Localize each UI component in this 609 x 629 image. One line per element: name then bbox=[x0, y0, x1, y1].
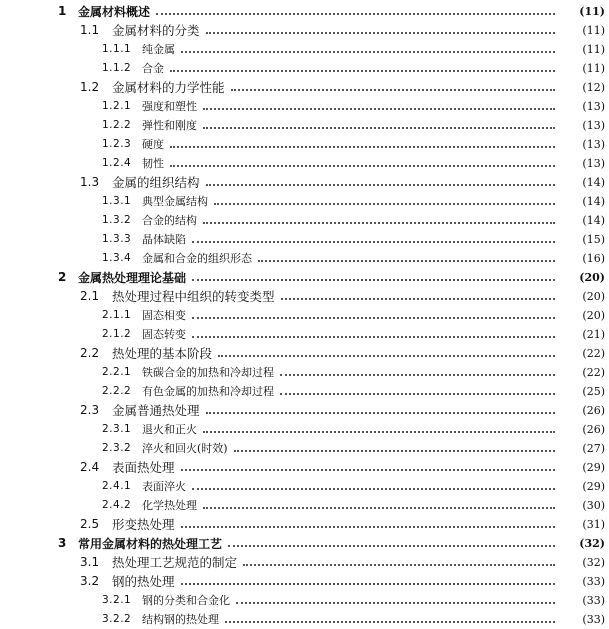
dot-leader bbox=[181, 469, 555, 471]
toc-entry bbox=[0, 610, 609, 628]
toc-entry-number: 2.4.2 bbox=[102, 499, 132, 511]
toc-entry bbox=[0, 249, 609, 267]
toc-entry-title: 热处理工艺规范的制定 bbox=[112, 555, 238, 570]
toc-entry-number: 2.3.1 bbox=[102, 423, 132, 435]
toc-entry-title: 金属热处理理论基础 bbox=[78, 270, 187, 285]
toc-entry-page: (31) bbox=[582, 517, 605, 531]
toc-entry bbox=[0, 572, 609, 590]
toc-entry-title: 韧性 bbox=[142, 157, 164, 170]
toc-entry-page: (29) bbox=[582, 479, 605, 493]
toc-entry bbox=[0, 230, 609, 248]
dot-leader bbox=[170, 146, 555, 148]
toc-entry-number: 2.2 bbox=[80, 346, 100, 360]
toc-entry-number: 3.2.2 bbox=[102, 613, 132, 625]
dot-leader bbox=[234, 450, 555, 452]
dot-leader bbox=[203, 108, 555, 110]
toc-entry-title: 铁碳合金的加热和冷却过程 bbox=[142, 366, 274, 379]
toc-entry bbox=[0, 401, 609, 419]
toc-entry-page: (11) bbox=[582, 61, 605, 75]
toc-entry-number: 2.2.1 bbox=[102, 366, 132, 378]
toc-entry-page: (13) bbox=[582, 156, 605, 170]
dot-leader bbox=[206, 32, 555, 34]
toc-entry-number: 2.1.1 bbox=[102, 309, 132, 321]
toc-entry-title: 合金的结构 bbox=[142, 214, 197, 227]
toc-entry-number: 1.2 bbox=[80, 80, 100, 94]
dot-leader bbox=[214, 203, 555, 205]
dot-leader bbox=[170, 70, 555, 72]
dot-leader bbox=[280, 393, 555, 395]
toc-entry-number: 1.3 bbox=[80, 175, 100, 189]
toc-entry-title: 金属材料的力学性能 bbox=[112, 80, 225, 95]
toc-entry-page: (11) bbox=[582, 23, 605, 37]
toc-entry-number: 1.1 bbox=[80, 23, 100, 37]
dot-leader bbox=[203, 222, 555, 224]
toc-entry-page: (14) bbox=[582, 213, 605, 227]
toc-entry-page: (20) bbox=[579, 270, 605, 284]
dot-leader bbox=[203, 127, 555, 129]
toc-entry-page: (16) bbox=[582, 251, 605, 265]
toc-entry-title: 金属材料概述 bbox=[78, 4, 151, 19]
dot-leader bbox=[181, 526, 555, 528]
toc-entry-page: (22) bbox=[582, 346, 605, 360]
toc-entry-page: (15) bbox=[582, 232, 605, 246]
toc-entry-title: 退火和正火 bbox=[142, 423, 197, 436]
dot-leader bbox=[203, 431, 555, 433]
toc-entry-title: 金属和合金的组织形态 bbox=[142, 252, 252, 265]
toc-entry-number: 1.1.1 bbox=[102, 43, 132, 55]
toc-entry-title: 金属材料的分类 bbox=[112, 23, 200, 38]
toc-entry-page: (20) bbox=[582, 289, 605, 303]
toc-entry bbox=[0, 21, 609, 39]
toc-entry-title: 纯金属 bbox=[142, 43, 175, 56]
toc-entry bbox=[0, 458, 609, 476]
toc-entry-title: 弹性和刚度 bbox=[142, 119, 197, 132]
dot-leader bbox=[156, 13, 555, 15]
toc-entry bbox=[0, 477, 609, 495]
toc-entry bbox=[0, 382, 609, 400]
toc-entry bbox=[0, 78, 609, 96]
toc-entry-page: (20) bbox=[582, 308, 605, 322]
toc-entry-title: 淬火和回火(时效) bbox=[142, 442, 228, 455]
toc-entry-title: 常用金属材料的热处理工艺 bbox=[78, 536, 223, 551]
toc-entry-page: (13) bbox=[582, 99, 605, 113]
toc-entry bbox=[0, 553, 609, 571]
toc-entry bbox=[0, 97, 609, 115]
toc-entry bbox=[0, 268, 609, 286]
toc-entry-page: (32) bbox=[582, 555, 605, 569]
toc-entry bbox=[0, 154, 609, 172]
toc-entry-title: 合金 bbox=[142, 62, 164, 75]
toc-entry bbox=[0, 420, 609, 438]
toc-entry-title: 热处理过程中组织的转变类型 bbox=[112, 289, 275, 304]
toc-entry-page: (13) bbox=[582, 118, 605, 132]
toc-entry bbox=[0, 515, 609, 533]
toc-entry-title: 金属普通热处理 bbox=[112, 403, 200, 418]
toc-entry-title: 化学热处理 bbox=[142, 499, 197, 512]
toc-entry bbox=[0, 496, 609, 514]
toc-entry-number: 2.3.2 bbox=[102, 442, 132, 454]
toc-entry-title: 表面热处理 bbox=[112, 460, 175, 475]
dot-leader bbox=[181, 583, 555, 585]
toc-entry-title: 有色金属的加热和冷却过程 bbox=[142, 385, 274, 398]
toc-entry-page: (11) bbox=[582, 42, 605, 56]
toc-entry-title: 硬度 bbox=[142, 138, 164, 151]
toc-entry-number: 1.2.2 bbox=[102, 119, 132, 131]
dot-leader bbox=[218, 355, 555, 357]
toc-entry-number: 2.1.2 bbox=[102, 328, 132, 340]
dot-leader bbox=[181, 51, 555, 53]
toc-entry-page: (33) bbox=[582, 574, 605, 588]
toc-entry bbox=[0, 135, 609, 153]
toc-entry-title: 典型金属结构 bbox=[142, 195, 208, 208]
toc-entry-number: 1.3.4 bbox=[102, 252, 132, 264]
dot-leader bbox=[280, 374, 555, 376]
toc-entry-page: (29) bbox=[582, 460, 605, 474]
dot-leader bbox=[228, 545, 555, 547]
toc-entry bbox=[0, 591, 609, 609]
toc-entry bbox=[0, 439, 609, 457]
dot-leader bbox=[206, 412, 555, 414]
dot-leader bbox=[192, 279, 555, 281]
toc-entry-title: 形变热处理 bbox=[112, 517, 175, 532]
toc-entry-page: (30) bbox=[582, 498, 605, 512]
toc-entry-number: 3.2.1 bbox=[102, 594, 132, 606]
toc-entry-number: 3 bbox=[58, 536, 67, 550]
toc-entry bbox=[0, 192, 609, 210]
toc-entry-number: 2 bbox=[58, 270, 67, 284]
toc-entry-page: (26) bbox=[582, 403, 605, 417]
toc-entry bbox=[0, 534, 609, 552]
toc-entry bbox=[0, 2, 609, 20]
toc-entry-title: 固态转变 bbox=[142, 328, 186, 341]
toc-entry-page: (14) bbox=[582, 175, 605, 189]
toc-entry-page: (33) bbox=[582, 593, 605, 607]
toc-entry-page: (21) bbox=[582, 327, 605, 341]
toc-entry bbox=[0, 306, 609, 324]
toc-entry-number: 3.1 bbox=[80, 555, 100, 569]
dot-leader bbox=[192, 317, 555, 319]
toc-entry-page: (26) bbox=[582, 422, 605, 436]
toc-entry-page: (32) bbox=[579, 536, 605, 550]
toc-entry-title: 金属的组织结构 bbox=[112, 175, 200, 190]
toc-entry-number: 1.3.3 bbox=[102, 233, 132, 245]
toc-entry bbox=[0, 287, 609, 305]
dot-leader bbox=[236, 602, 555, 604]
toc-entry-number: 1.2.1 bbox=[102, 100, 132, 112]
toc-entry-number: 2.4.1 bbox=[102, 480, 132, 492]
toc-entry bbox=[0, 363, 609, 381]
toc-entry bbox=[0, 325, 609, 343]
dot-leader bbox=[192, 336, 555, 338]
toc-entry-number: 1.2.4 bbox=[102, 157, 132, 169]
toc-entry-title: 钢的热处理 bbox=[112, 574, 175, 589]
dot-leader bbox=[206, 184, 555, 186]
dot-leader bbox=[192, 241, 555, 243]
toc-entry-title: 强度和塑性 bbox=[142, 100, 197, 113]
toc-entry-title: 固态相变 bbox=[142, 309, 186, 322]
toc-entry-page: (14) bbox=[582, 194, 605, 208]
toc-entry bbox=[0, 40, 609, 58]
toc-entry-title: 结构钢的热处理 bbox=[142, 613, 219, 626]
toc-entry-page: (22) bbox=[582, 365, 605, 379]
toc-entry-page: (13) bbox=[582, 137, 605, 151]
dot-leader bbox=[231, 89, 555, 91]
dot-leader bbox=[225, 621, 555, 623]
toc-entry-number: 2.4 bbox=[80, 460, 100, 474]
toc-entry-page: (25) bbox=[582, 384, 605, 398]
toc-entry bbox=[0, 173, 609, 191]
dot-leader bbox=[281, 298, 555, 300]
toc-entry-number: 1 bbox=[58, 4, 67, 18]
toc-entry bbox=[0, 344, 609, 362]
toc-entry-title: 晶体缺陷 bbox=[142, 233, 186, 246]
toc-entry-title: 表面淬火 bbox=[142, 480, 186, 493]
toc-entry-title: 热处理的基本阶段 bbox=[112, 346, 213, 361]
toc-entry-number: 1.2.3 bbox=[102, 138, 132, 150]
toc-entry bbox=[0, 59, 609, 77]
dot-leader bbox=[192, 488, 555, 490]
toc-entry-number: 1.1.2 bbox=[102, 62, 132, 74]
toc-entry-number: 2.5 bbox=[80, 517, 100, 531]
toc-entry-title: 钢的分类和合金化 bbox=[142, 594, 230, 607]
toc-entry-page: (27) bbox=[582, 441, 605, 455]
toc-entry-number: 3.2 bbox=[80, 574, 100, 588]
toc-entry-number: 1.3.2 bbox=[102, 214, 132, 226]
dot-leader bbox=[243, 564, 555, 566]
toc-entry-number: 2.2.2 bbox=[102, 385, 132, 397]
dot-leader bbox=[170, 165, 555, 167]
toc-entry-page: (12) bbox=[582, 80, 605, 94]
toc-entry-page: (33) bbox=[582, 612, 605, 626]
toc-entry-number: 1.3.1 bbox=[102, 195, 132, 207]
toc-entry-number: 2.3 bbox=[80, 403, 100, 417]
toc-entry-number: 2.1 bbox=[80, 289, 100, 303]
toc-entry-page: (11) bbox=[579, 4, 605, 18]
toc-entry bbox=[0, 211, 609, 229]
dot-leader bbox=[203, 507, 555, 509]
dot-leader bbox=[258, 260, 555, 262]
toc-entry bbox=[0, 116, 609, 134]
